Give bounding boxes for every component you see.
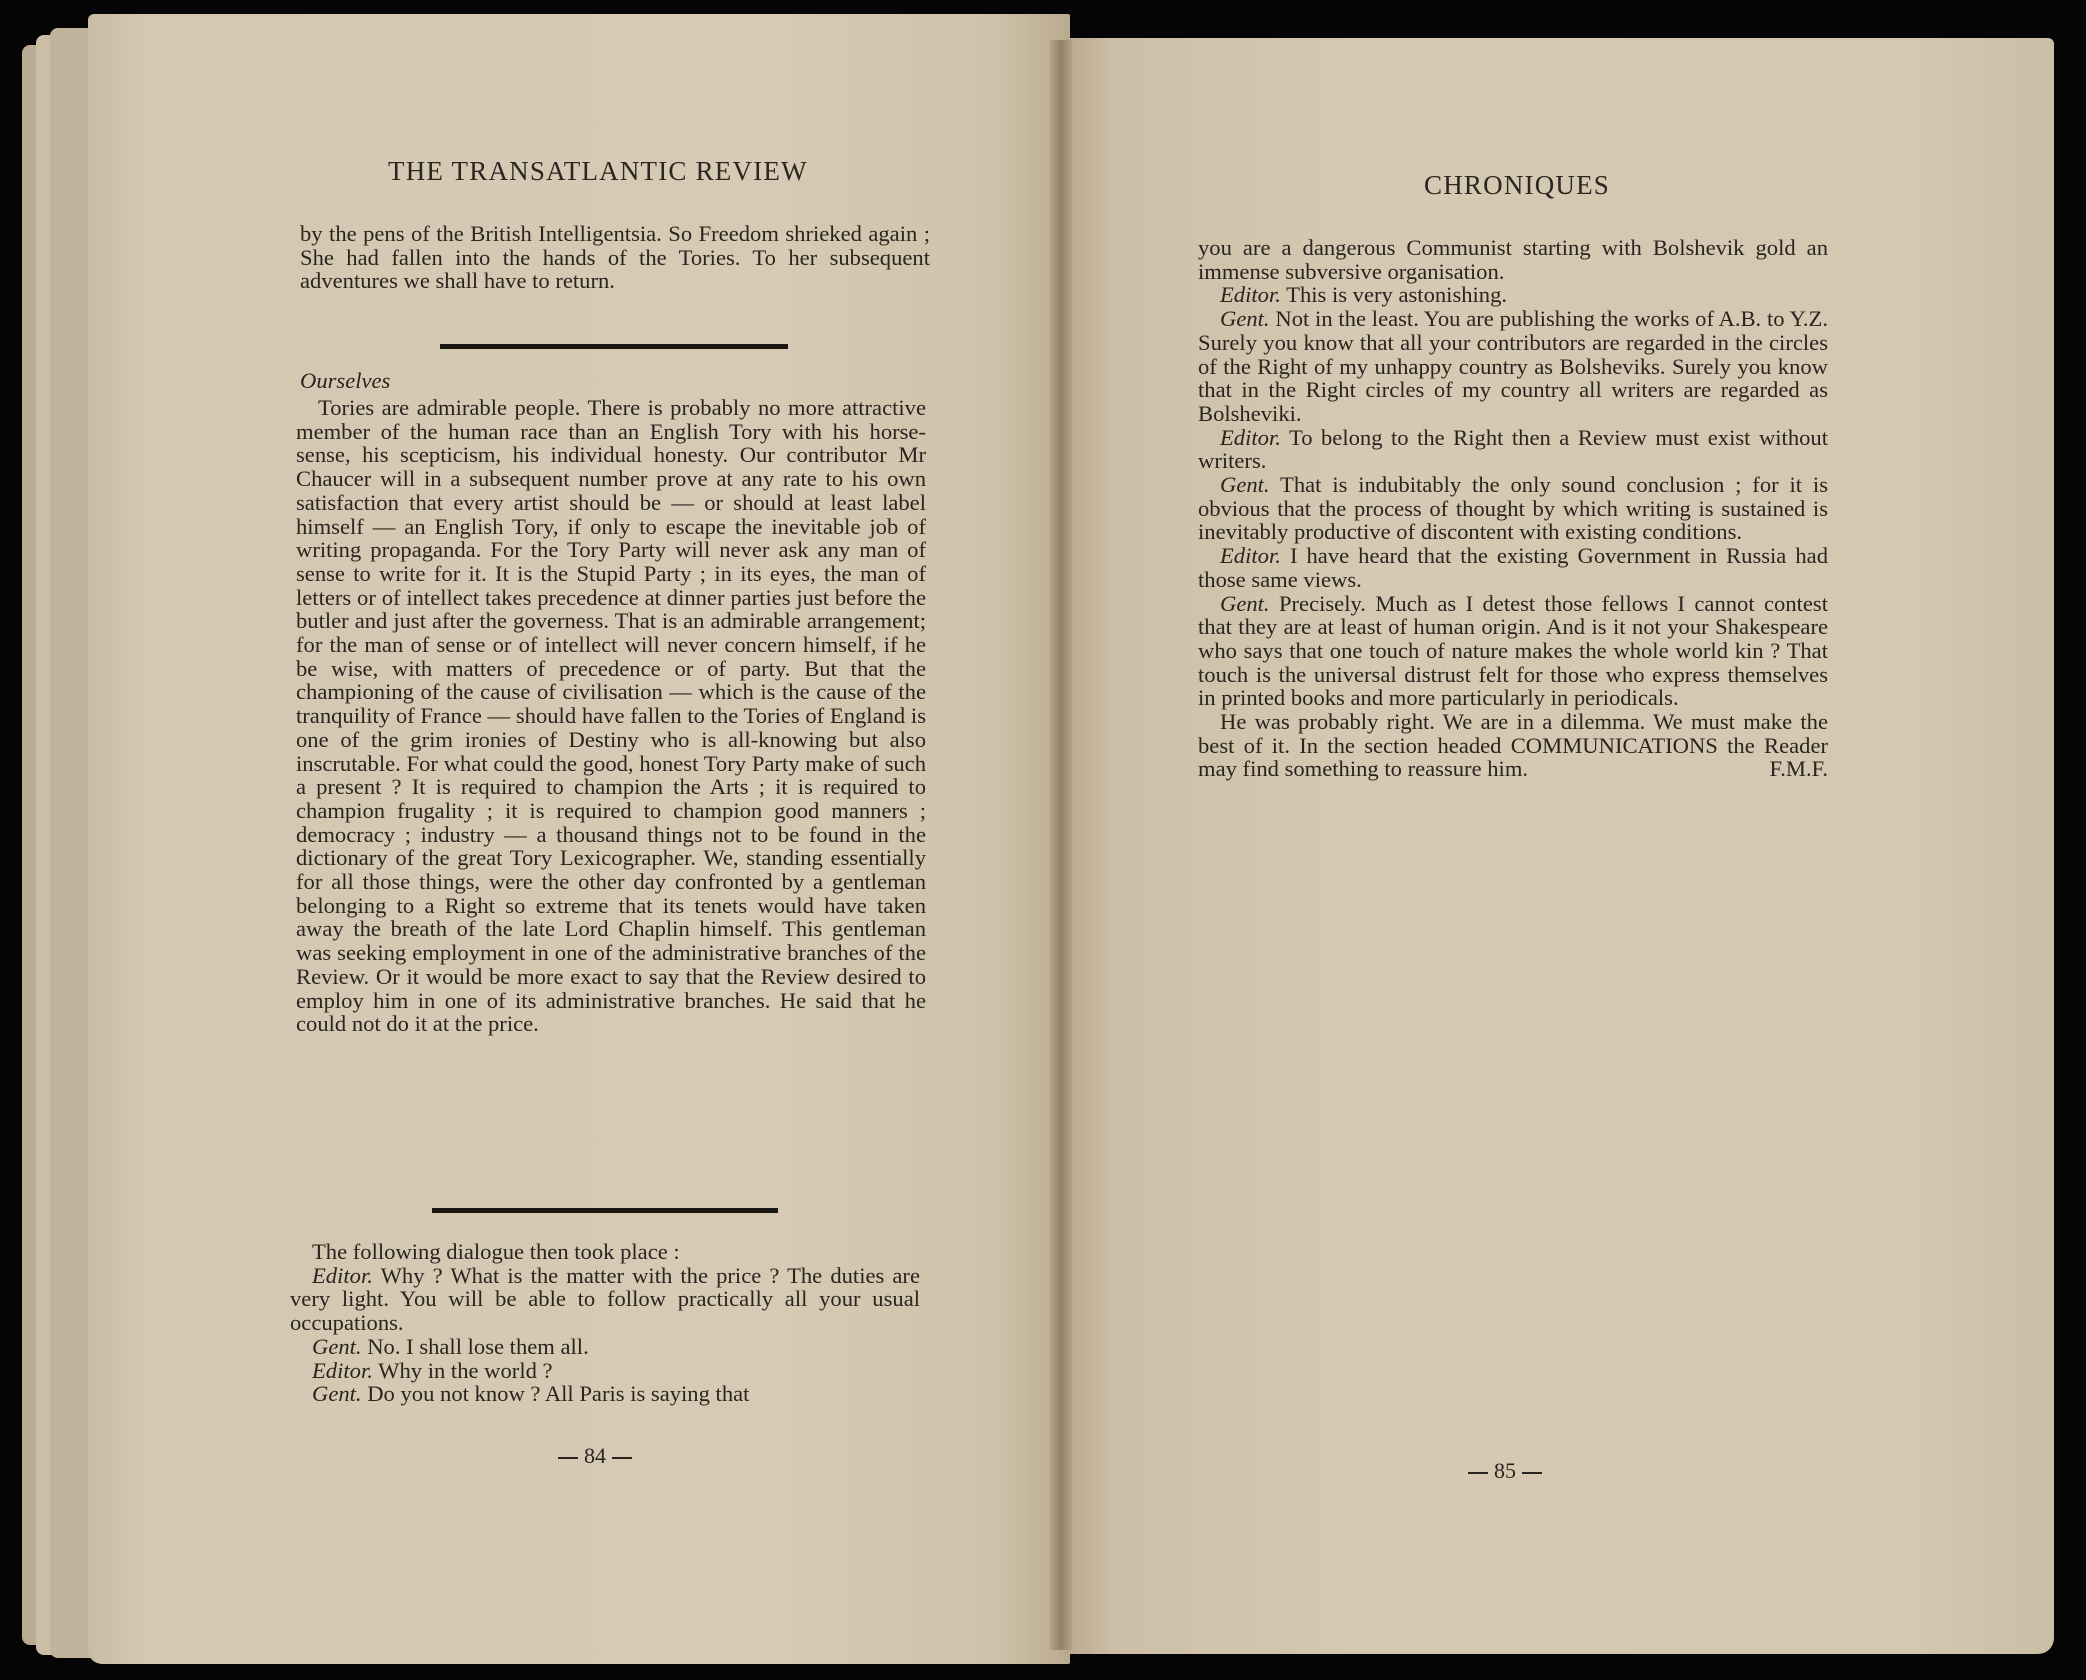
dialogue-line — [1198, 544, 1828, 591]
right-dialogue — [1198, 236, 1828, 781]
left-paragraph-2 — [296, 396, 926, 1036]
paragraph-text: Tories are admirable people. There is probably no more attractive member of the human race than an English Tory with his horse-sense, his scepticism, his individual honesty. Our contributor Mr Chaucer will in a subsequent number prove at any rate to his own satisfaction that every artist should be — or should at least label himself — an English Tory, if only to escape the inevitable job of writing propaganda. For the Tory Party will never ask any man of sense to write for it. It is the Stupid Party ; in its eyes, the man of letters or of intellect takes precedence at dinner parties just before the butler and just after the governess. That is an admirable arrangement; for the man of sense or of intellect will never concern himself, if he be wise, with matters of precedence or of party. But that the championing of the cause of civilisation — which is the cause of the tranquility of France — should have fallen to the Tories of England is one of the grim ironies of Destiny who is all-knowing but also inscrutable. For what could the good, honest Tory Party make of such a present ? It is required to champion the Arts ; it is required to champion frugality ; it is required to champion good manners ; democracy ; industry — a thousand things not to be found in the dictionary of the great Tory Lexicographer. We, standing essentially for all those things, were the other day confronted by a gentleman belonging to a Right so extreme that its tenets would have taken away the breath of the late Lord Chaplin himself. This gentleman was seeking employment in one of the administrative branches of the Review. Or it would be more exact to say that the Review desired to employ him in one of its administrative branches. He said that he could not do it at the price. — [296, 395, 926, 1037]
dialogue-text: To belong to the Right then a Review must exist without writers. — [1198, 424, 1828, 474]
speaker: Editor. — [312, 1262, 373, 1288]
speaker: Editor. — [1220, 543, 1281, 569]
right-running-head: CHRONIQUES — [1424, 170, 1611, 200]
closing-paragraph — [1198, 710, 1828, 781]
section-divider — [432, 1208, 778, 1213]
left-paragraph-1 — [300, 222, 930, 293]
section-heading: Ourselves — [300, 368, 391, 393]
speaker: Gent. — [312, 1381, 362, 1407]
speaker: Editor. — [1220, 424, 1281, 450]
dialogue-line — [1198, 426, 1828, 473]
dialogue-text: Precisely. Much as I detest those fellows I cannot contest that they are at least of human origin. And is it not your Shakespeare who says that one touch of nature makes the whole world kin ? That touch is the universal distrust felt for those who express themselves in printed books and more particularly in periodicals. — [1198, 590, 1828, 711]
dialogue-text: This is very astonishing. — [1286, 282, 1508, 308]
left-running-head: THE TRANSATLANTIC REVIEW — [388, 156, 808, 186]
book-gutter — [1050, 40, 1072, 1650]
dialogue-line — [1198, 283, 1828, 307]
dialogue-line — [1198, 592, 1828, 711]
closing-text: He was probably right. We are in a dilemma. We must make the best of it. In the section headed COMMUNICATIONS the Reader may find something to reassure him. — [1198, 709, 1828, 782]
page-number: 85 — [1494, 1458, 1516, 1483]
dialogue-line — [290, 1264, 920, 1335]
dialogue-line — [290, 1382, 920, 1406]
page-number: 84 — [584, 1443, 606, 1468]
lead-text: you are a dangerous Communist starting with Bolshevik gold an immense subversive organisation. — [1198, 235, 1828, 284]
dialogue-text: That is indubitably the only sound conclusion ; for it is obvious that the process of thought by which writing is sustained is inevitably productive of discontent with existing conditions. — [1198, 472, 1828, 545]
dialogue-text: Why in the world ? — [378, 1357, 553, 1383]
left-page-number — [552, 1443, 638, 1469]
dialogue-text: I have heard that the existing Government in Russia had those same views. — [1198, 543, 1828, 592]
speaker: Gent. — [1220, 472, 1270, 498]
dialogue-intro: The following dialogue then took place : — [312, 1239, 680, 1264]
dialogue-text: Do you not know ? All Paris is saying that — [367, 1381, 750, 1407]
signature: F.M.F. — [1769, 756, 1828, 782]
speaker: Gent. — [1220, 306, 1270, 332]
dialogue-text: No. I shall lose them all. — [367, 1333, 589, 1359]
speaker: Editor. — [312, 1357, 373, 1383]
dialogue-line — [1198, 473, 1828, 544]
left-dialogue — [290, 1240, 920, 1406]
paragraph-text: by the pens of the British Intelligentsia. So Freedom shrieked again ; She had fallen into the hands of the Tories. To her subsequent adventures we shall have to return. — [300, 221, 930, 294]
section-divider — [440, 344, 788, 349]
dialogue-text: Why ? What is the matter with the price ? The duties are very light. You will be able to follow practically all your usual occupations. — [290, 1262, 920, 1336]
dialogue-line — [290, 1335, 920, 1359]
right-page-number — [1462, 1458, 1548, 1484]
dialogue-line — [1198, 307, 1828, 426]
speaker: Gent. — [1220, 590, 1270, 616]
dialogue-line — [290, 1359, 920, 1383]
speaker: Gent. — [312, 1333, 362, 1359]
dialogue-text: Not in the least. You are publishing the works of A.B. to Y.Z. Surely you know that all your contributors are regarded in the circles of the Right of my unhappy country as Bolsheviks. Surely you know that in the Right circles of my country all writers are regarded as Bolsheviki. — [1198, 306, 1828, 426]
speaker: Editor. — [1220, 282, 1281, 308]
